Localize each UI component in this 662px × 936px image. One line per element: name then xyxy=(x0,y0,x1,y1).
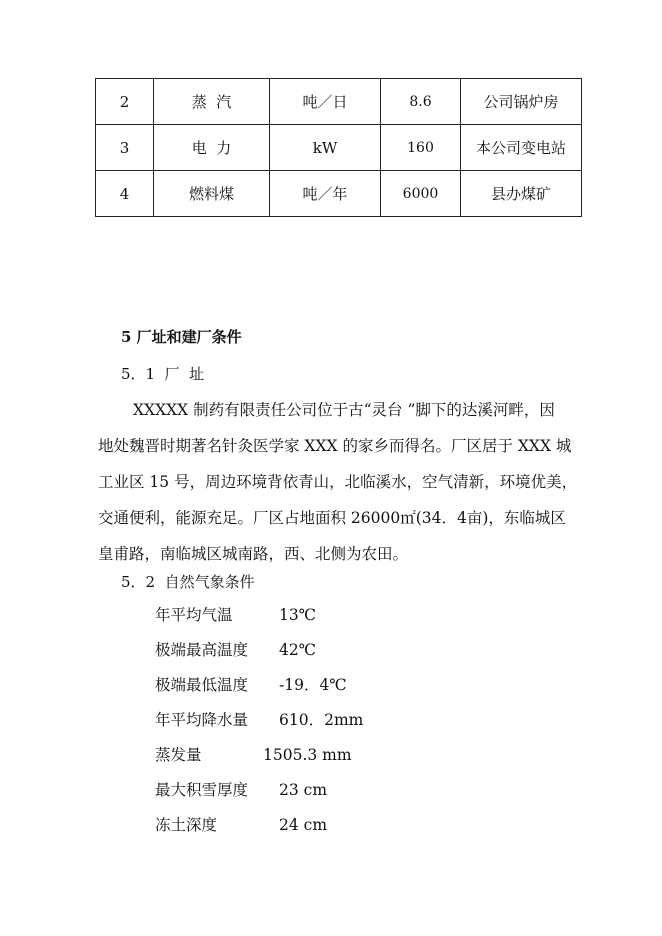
item-unit: kW xyxy=(270,125,381,171)
climate-label: 年平均降水量 xyxy=(155,711,249,729)
climate-label: 蒸发量 xyxy=(155,746,202,764)
subsection-heading-site: 5．1 厂 址 xyxy=(121,365,205,383)
climate-label: 最大积雪厚度 xyxy=(155,781,249,799)
item-source: 本公司变电站 xyxy=(461,125,582,171)
item-amount: 8.6 xyxy=(381,79,461,125)
row-number: 2 xyxy=(96,79,154,125)
climate-value: 42℃ xyxy=(279,641,317,659)
paragraph-line: 皇甫路，南临城区城南路，西、北侧为农田。 xyxy=(98,545,409,563)
site-description-paragraph xyxy=(98,392,578,572)
item-source: 县办煤矿 xyxy=(461,171,582,217)
item-amount: 160 xyxy=(381,125,461,171)
subsection-heading-climate: 5．2 自然气象条件 xyxy=(121,573,255,591)
paragraph-line: 交通便利，能源充足。厂区占地面积 26000㎡(34．4亩)，东临城区 xyxy=(98,509,566,527)
climate-label: 冻土深度 xyxy=(155,816,218,834)
row-number: 4 xyxy=(96,171,154,217)
climate-value: 13℃ xyxy=(279,606,317,624)
item-source: 公司锅炉房 xyxy=(461,79,582,125)
climate-value: -19．4℃ xyxy=(279,676,347,694)
table-row xyxy=(96,79,582,125)
paragraph-line: 地处魏晋时期著名针灸医学家 XXX 的家乡而得名。厂区居于 XXX 城 xyxy=(98,437,572,455)
climate-label: 极端最低温度 xyxy=(155,676,249,694)
item-name: 燃料煤 xyxy=(154,171,270,217)
utility-table xyxy=(95,78,582,217)
climate-label: 极端最高温度 xyxy=(155,641,249,659)
section-heading: 5 厂址和建厂条件 xyxy=(121,328,242,346)
paragraph-line: XXXXX 制药有限责任公司位于古“灵台 ”脚下的达溪河畔，因 xyxy=(133,401,555,419)
item-name: 电 力 xyxy=(154,125,270,171)
item-name: 蒸 汽 xyxy=(154,79,270,125)
item-amount: 6000 xyxy=(381,171,461,217)
climate-value: 24 cm xyxy=(279,816,328,834)
item-unit: 吨／年 xyxy=(270,171,381,217)
climate-value: 1505.3 mm xyxy=(263,746,352,764)
climate-value: 610．2mm xyxy=(279,711,364,729)
climate-value: 23 cm xyxy=(279,781,328,799)
table-row xyxy=(96,125,582,171)
climate-label: 年平均气温 xyxy=(155,606,233,624)
item-unit: 吨／日 xyxy=(270,79,381,125)
row-number: 3 xyxy=(96,125,154,171)
paragraph-line: 工业区 15 号，周边环境背依青山，北临溪水，空气清新，环境优美， xyxy=(98,473,578,491)
table-row xyxy=(96,171,582,217)
